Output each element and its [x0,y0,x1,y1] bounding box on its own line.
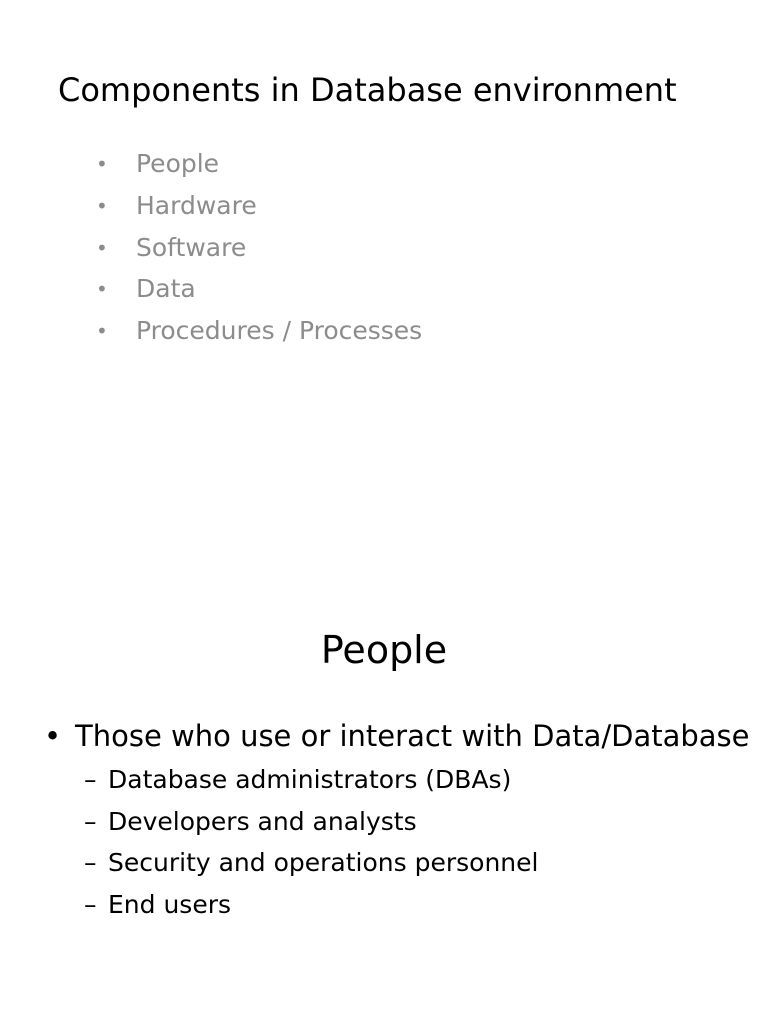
list-item-label: Data [136,274,196,304]
list-item-label: Procedures / Processes [136,316,423,345]
list-item [84,845,538,887]
bullet-icon: • [96,152,108,176]
dash-icon: – [84,848,97,877]
list-item-label: Hardware [136,190,257,220]
dash-icon: – [84,889,97,919]
main-point-text: Those who use or interact with Data/Database [75,719,750,753]
list-item [84,762,538,804]
bullet-icon: • [96,277,108,302]
bullet-icon: • [44,719,62,753]
section-title: People [320,628,448,672]
sub-point-text: Security and operations personnel [108,848,539,877]
list-item [84,804,538,846]
dash-icon: – [84,806,97,836]
bullet-icon: • [96,319,108,343]
slide-title: Components in Database environment [58,71,677,109]
sub-point-text: End users [108,889,232,919]
bullet-icon: • [96,235,108,260]
sub-point-text: Developers and analysts [108,806,417,836]
sub-point-text: Database administrators (DBAs) [108,765,512,794]
dash-icon: – [84,765,97,794]
list-item-label: People [136,149,220,178]
sub-points-list [84,762,538,928]
main-point [44,716,750,756]
bullet-icon: • [96,193,108,218]
list-item [84,887,538,929]
list-item-label: Software [136,232,247,262]
